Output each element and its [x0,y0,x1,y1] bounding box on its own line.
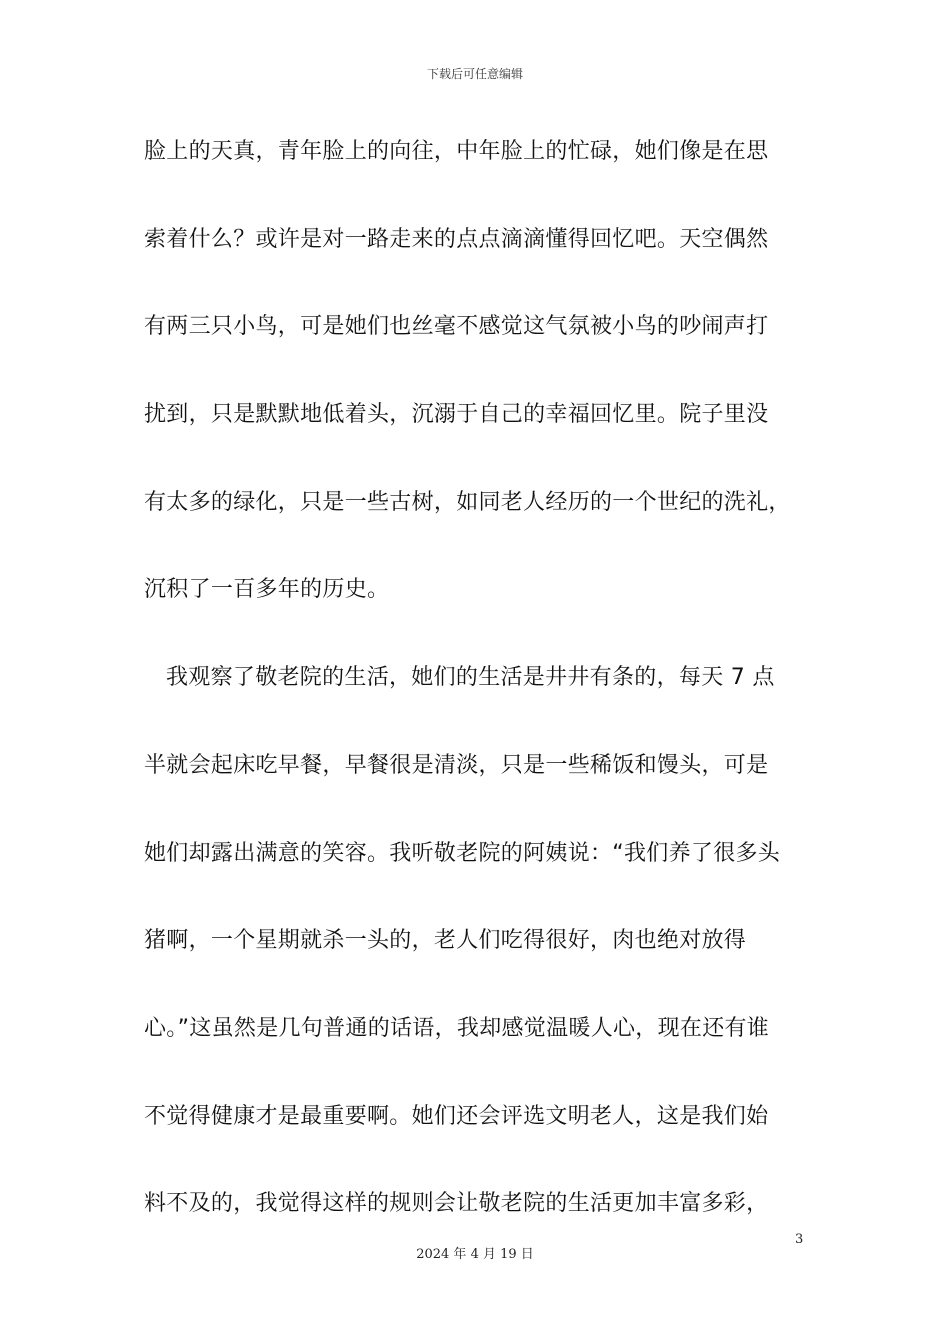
document-body [144,130,824,1270]
text-line: 脸上的天真，青年脸上的向往，中年脸上的忙碌，她们像是在思 [144,139,769,164]
text-line: 猪啊，一个星期就杀一头的，老人们吃得很好，肉也绝对放得 [144,928,747,954]
page-number: 3 [795,1232,804,1247]
text-line: 不觉得健康才是最重要啊。她们还会评选文明老人，这是我们始 [144,1103,769,1129]
text-line: 心。”这虽然是几句普通的话语，我却感觉温暖人心，现在还有谁 [144,1015,770,1041]
text-line: 索着什么？或许是对一路走来的点点滴滴懂得回忆吧。天空偶然 [144,226,769,252]
footer-date: 2024 年 4 月 19 日 [416,1247,534,1262]
text-line: 沉积了一百多年的历史。 [144,577,390,603]
paragraph-start-line: 我观察了敬老院的生活，她们的生活是井井有条的，每天 7 点 [166,665,775,691]
text-line: 有太多的绿化，只是一些古树，如同老人经历的一个世纪的洗礼， [144,489,791,515]
page-header: 下载后可任意编辑 [426,67,523,81]
text-line: 扰到，只是默默地低着头，沉溺于自己的幸福回忆里。院子里没 [144,402,769,428]
text-line: 她们却露出满意的笑容。我听敬老院的阿姨说：“我们养了很多头 [144,840,781,866]
text-line: 料不及的，我觉得这样的规则会让敬老院的生活更加丰富多彩， [144,1191,769,1217]
text-line: 有两三只小鸟，可是她们也丝毫不感觉这气氛被小鸟的吵闹声打 [144,314,769,340]
text-line: 半就会起床吃早餐，早餐很是清淡，只是一些稀饭和馒头，可是 [144,752,769,778]
